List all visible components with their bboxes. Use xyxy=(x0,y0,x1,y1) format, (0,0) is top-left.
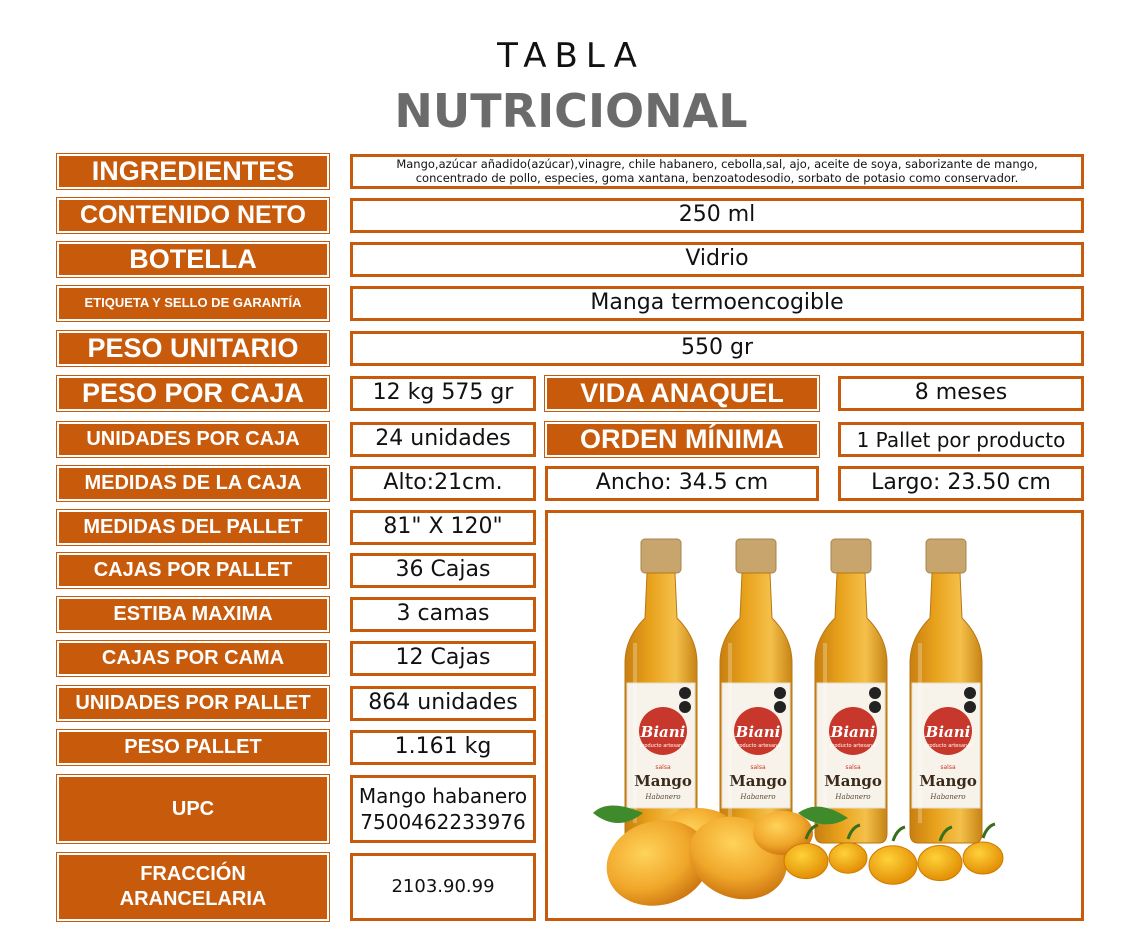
value-medidas-largo: Largo: 23.50 cm xyxy=(838,466,1084,501)
label-fraccion-arancelaria: FRACCIÓN ARANCELARIA xyxy=(57,853,329,921)
badge-icon xyxy=(964,687,976,699)
bottle-highlight xyxy=(728,643,732,823)
page-title: NUTRICIONAL xyxy=(394,84,748,138)
label-orden-minima: ORDEN MÍNIMA xyxy=(545,422,819,457)
value-peso-por-caja: 12 kg 575 gr xyxy=(350,376,536,411)
label-word-text: salsa xyxy=(750,764,766,771)
product-photo-illustration xyxy=(548,513,1081,918)
value-orden-minima: 1 Pallet por producto xyxy=(838,422,1084,457)
bottle xyxy=(720,539,792,843)
value-medidas-ancho: Ancho: 34.5 cm xyxy=(545,466,819,501)
brand-text: Biani xyxy=(735,723,781,741)
bottle xyxy=(815,539,887,843)
brand-text: Biani xyxy=(640,723,686,741)
label-medidas-caja: MEDIDAS DE LA CAJA xyxy=(57,466,329,501)
brand-sub-text: producto artesanal xyxy=(924,743,972,749)
label-unidades-por-pallet: UNIDADES POR PALLET xyxy=(57,686,329,721)
pepper xyxy=(869,846,917,884)
label-vida-anaquel: VIDA ANAQUEL xyxy=(545,376,819,411)
value-upc: Mango habanero 7500462233976 xyxy=(350,775,536,843)
brand-sub-text: producto artesanal xyxy=(639,743,687,749)
label-etiqueta: ETIQUETA Y SELLO DE GARANTÍA xyxy=(57,286,329,321)
value-botella: Vidrio xyxy=(350,242,1084,277)
value-etiqueta: Manga termoencogible xyxy=(350,286,1084,321)
variety-text: Habanero xyxy=(930,793,966,801)
badge-icon xyxy=(679,701,691,713)
label-cajas-por-cama: CAJAS POR CAMA xyxy=(57,641,329,676)
value-ingredientes: Mango,azúcar añadido(azúcar),vinagre, chile habanero, cebolla,sal, ajo, aceite de soya, saborizante de mango, concentrado de pollo, especies, goma xantana, benzoatodesodio, sorbato de potasio como conservador. xyxy=(350,154,1084,189)
label-upc: UPC xyxy=(57,775,329,843)
variety-text: Habanero xyxy=(740,793,776,801)
label-peso-pallet: PESO PALLET xyxy=(57,730,329,765)
variety-text: Habanero xyxy=(835,793,871,801)
label-ingredientes: INGREDIENTES xyxy=(57,154,329,189)
page-title-top: TABLA xyxy=(497,36,645,76)
label-word-text: salsa xyxy=(845,764,861,771)
value-contenido-neto: 250 ml xyxy=(350,198,1084,233)
bottle-highlight xyxy=(823,643,827,823)
flavor-text: Mango xyxy=(919,772,977,790)
value-cajas-por-pallet: 36 Cajas xyxy=(350,553,536,588)
pepper xyxy=(918,845,962,880)
badge-icon xyxy=(964,701,976,713)
badge-icon xyxy=(869,687,881,699)
pepper-stem xyxy=(983,824,995,838)
bottle-cap xyxy=(926,539,966,573)
value-estiba-maxima: 3 camas xyxy=(350,597,536,632)
bottle-cap xyxy=(641,539,681,573)
bottle-cap xyxy=(831,539,871,573)
value-peso-unitario: 550 gr xyxy=(350,331,1084,366)
bottle xyxy=(625,539,697,843)
brand-sub-text: producto artesanal xyxy=(829,743,877,749)
label-estiba-maxima: ESTIBA MAXIMA xyxy=(57,597,329,632)
value-peso-pallet: 1.161 kg xyxy=(350,730,536,765)
label-medidas-pallet: MEDIDAS DEL PALLET xyxy=(57,510,329,545)
bottle-cap xyxy=(736,539,776,573)
pepper xyxy=(963,842,1003,874)
pepper-stem xyxy=(893,827,905,841)
variety-text: Habanero xyxy=(645,793,681,801)
brand-sub-text: producto artesanal xyxy=(734,743,782,749)
label-botella: BOTELLA xyxy=(57,242,329,277)
brand-text: Biani xyxy=(925,723,971,741)
pepper xyxy=(829,843,867,873)
brand-text: Biani xyxy=(830,723,876,741)
label-peso-unitario: PESO UNITARIO xyxy=(57,331,329,366)
value-unidades-por-caja: 24 unidades xyxy=(350,422,536,457)
bottle xyxy=(910,539,982,843)
value-vida-anaquel: 8 meses xyxy=(838,376,1084,411)
label-word-text: salsa xyxy=(940,764,956,771)
pepper xyxy=(784,843,828,878)
value-cajas-por-cama: 12 Cajas xyxy=(350,641,536,676)
value-medidas-alto: Alto:21cm. xyxy=(350,466,536,501)
badge-icon xyxy=(679,687,691,699)
badge-icon xyxy=(774,687,786,699)
label-word-text: salsa xyxy=(655,764,671,771)
label-unidades-por-caja: UNIDADES POR CAJA xyxy=(57,422,329,457)
bottle-highlight xyxy=(918,643,922,823)
label-cajas-por-pallet: CAJAS POR PALLET xyxy=(57,553,329,588)
product-photo xyxy=(545,510,1084,921)
badge-icon xyxy=(869,701,881,713)
value-fraccion-arancelaria: 2103.90.99 xyxy=(350,853,536,921)
bottle-highlight xyxy=(633,643,637,823)
flavor-text: Mango xyxy=(824,772,882,790)
flavor-text: Mango xyxy=(729,772,787,790)
badge-icon xyxy=(774,701,786,713)
label-peso-por-caja: PESO POR CAJA xyxy=(57,376,329,411)
value-unidades-por-pallet: 864 unidades xyxy=(350,686,536,721)
flavor-text: Mango xyxy=(634,772,692,790)
value-medidas-pallet: 81" X 120" xyxy=(350,510,536,545)
label-contenido-neto: CONTENIDO NETO xyxy=(57,198,329,233)
